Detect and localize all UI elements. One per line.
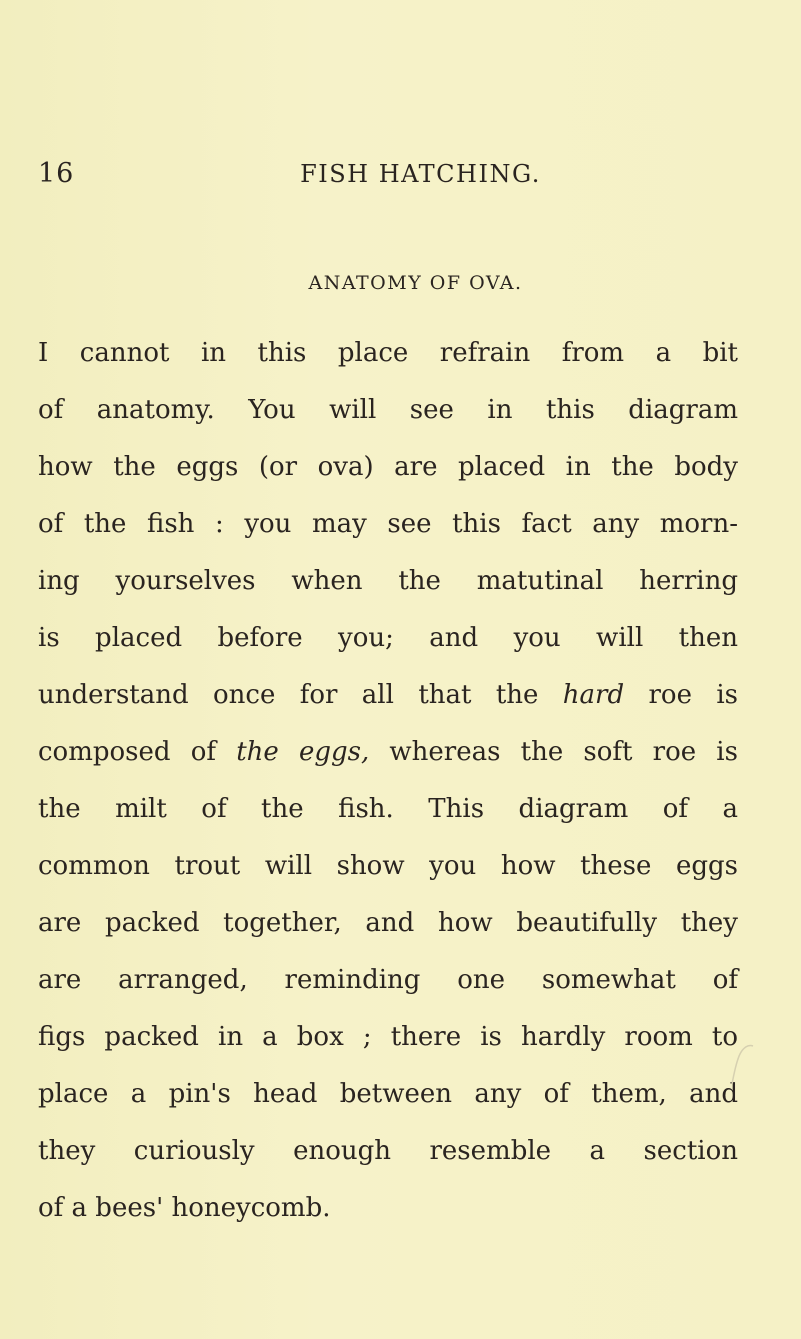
text-line: figs packed in a box ; there is hardly room to (38, 1022, 738, 1052)
text-line: how the eggs (or ova) are placed in the body (38, 452, 738, 482)
text-line: is placed before you; and you will then (38, 623, 738, 653)
text-line: of anatomy. You will see in this diagram (38, 395, 738, 425)
section-heading: ANATOMY OF OVA. (308, 272, 523, 294)
text-line: understand once for all that the hard roe is (38, 680, 739, 710)
text-line: of the fish : you may see this fact any morn- (38, 509, 738, 539)
italic-phrase: the eggs, (236, 737, 370, 767)
text-line: place a pin's head between any of them, and (38, 1079, 738, 1109)
text-line: common trout will show you how these eggs (38, 851, 738, 881)
text-line: composed of the eggs, whereas the soft roe is (38, 737, 738, 767)
page-number: 16 (38, 158, 75, 189)
text-line: ing yourselves when the matutinal herring (38, 566, 738, 596)
text-line: of a bees' honeycomb. (38, 1193, 331, 1223)
text-line: I cannot in this place refrain from a bit (38, 338, 738, 368)
text-line: they curiously enough resemble a section (38, 1136, 738, 1166)
running-head: FISH HATCHING. (300, 160, 541, 188)
italic-word: hard (562, 680, 625, 710)
pencil-mark-icon (728, 1040, 758, 1088)
text-line: the milt of the fish. This diagram of a (38, 794, 738, 824)
text-line: are packed together, and how beautifully they (38, 908, 738, 938)
body-paragraph (38, 325, 738, 1237)
text-line: are arranged, reminding one somewhat of (38, 965, 738, 995)
